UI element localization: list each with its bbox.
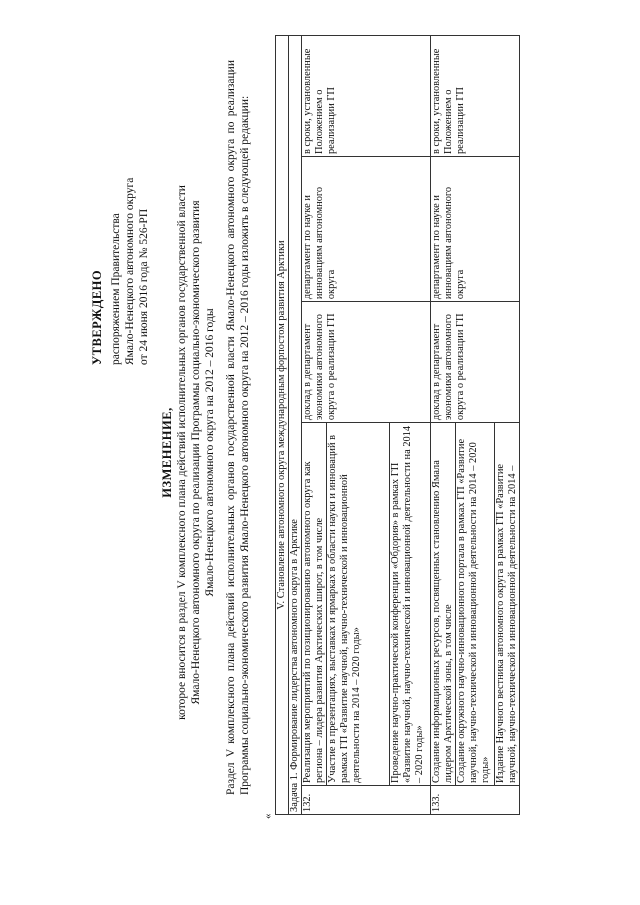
- item-cell: Издание Научного вестника автономного округа в рамках ГП «Развитие научной, научно-технической и инновационной деятельности на 2014 –: [495, 423, 520, 786]
- table-row: [302, 36, 327, 815]
- intro-paragraph: Раздел V комплексного плана действий исполнительных органов государственной власти Ямало-Ненецкого автономного округа по реализации Программы социально-экономического развития Ямало-Ненецкого автономного округа на 2012 – 2016 годы изложить в следующей редакции:: [225, 60, 251, 795]
- row-title: Реализация мероприятий по позиционированию автономного округа как региона – лидера развития Арктических широт, в том числе: [302, 423, 327, 786]
- document-subtitle: Ямало-Ненецкого автономного округа по реализации Программы социально-экономического развития: [190, 200, 202, 705]
- item-cell: Проведение научно-практической конференции «Обдория» в рамках ГП «Развитие научной, научно-технической и инновационной деятельности на 2014 – 2020 годы»: [390, 423, 431, 786]
- task-heading: Задача 1. Формирование лидерства автономного округа в Арктике: [289, 36, 302, 815]
- task-row: [289, 36, 302, 815]
- document-subtitle: которое вносится в раздел V комплексного плана действий исполнительных органов государственной власти: [176, 185, 188, 720]
- item-cell: Участие в презентациях, выставках и ярмарках в области науки и инноваций в рамках ГП «Развитие научной, научно-технической и инновационной деятельности на 2014 – 2020 годы»: [327, 423, 390, 786]
- approval-line: распоряжением Правительства: [110, 213, 122, 365]
- result-cell: доклад в департамент экономики автономного округа о реализации ГП: [431, 302, 520, 423]
- row-number: 132.: [302, 785, 431, 814]
- section-row: [276, 36, 289, 815]
- opening-quote: «: [262, 813, 274, 819]
- document-subtitle: Ямало-Ненецкого автономного округа на 2012 – 2016 годы: [204, 308, 216, 597]
- approval-line: Ямало-Ненецкого автономного округа: [124, 177, 136, 365]
- executor-cell: департамент по науке и инновациям автономного округа: [302, 157, 431, 302]
- result-cell: доклад в департамент экономики автономного округа о реализации ГП: [302, 302, 431, 423]
- table-row: [431, 36, 456, 815]
- term-cell: в сроки, установленные Положением о реализации ГП: [302, 36, 431, 157]
- row-number: 133.: [431, 785, 520, 814]
- row-title: Создание информационных ресурсов, посвященных становлению Ямала лидером Арктической зоны, в том числе: [431, 423, 456, 786]
- term-cell: в сроки, установленные Положением о реализации ГП: [431, 36, 520, 157]
- section-heading: V. Становление автономного округа международным форпостом развития Арктики: [276, 36, 289, 815]
- executor-cell: департамент по науке и инновациям автономного округа: [431, 157, 520, 302]
- approval-heading: УТВЕРЖДЕНО: [90, 269, 104, 365]
- item-cell: Создание окружного научно-инновационного портала в рамках ГП «Развитие научной, научно-технической и инновационной деятельности на 2014 – 2020 годы»: [456, 423, 495, 786]
- document-title: ИЗМЕНЕНИЕ,: [160, 407, 174, 498]
- approval-line: от 24 июня 2016 года № 526-РП: [138, 208, 150, 365]
- action-plan-table: [275, 35, 520, 815]
